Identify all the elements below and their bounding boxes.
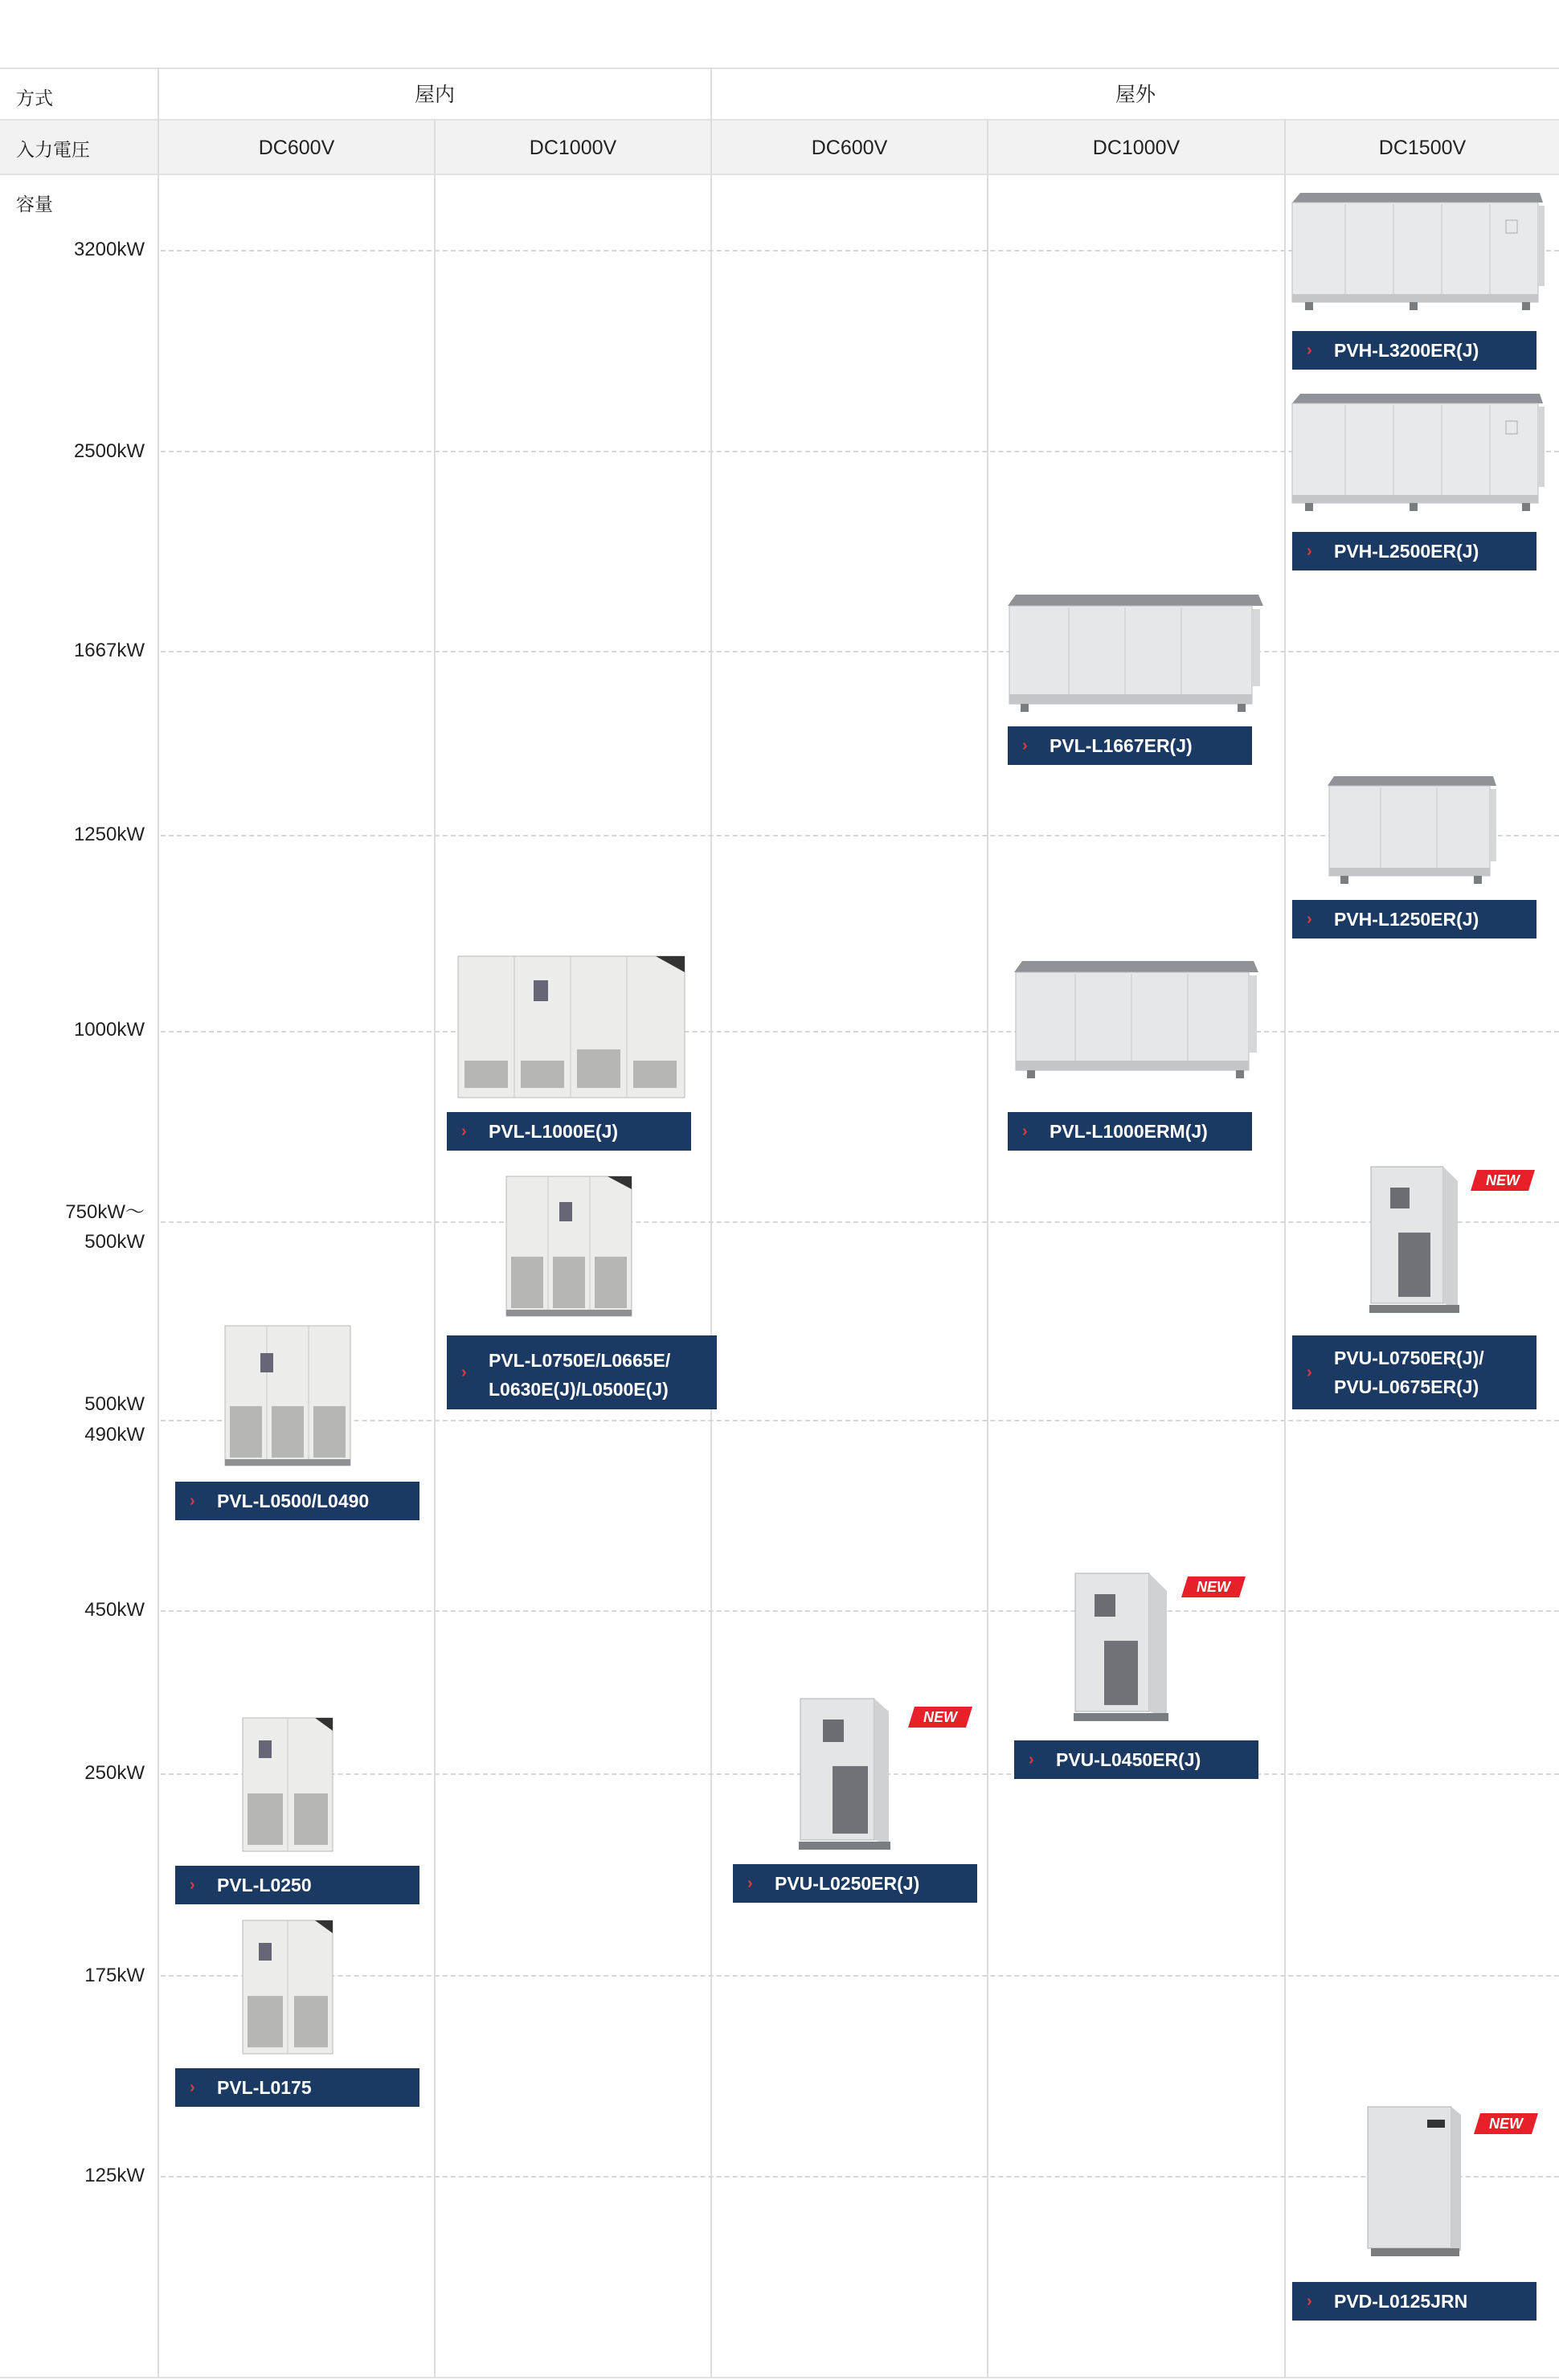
capacity-label: 750kW〜 <box>65 1201 145 1223</box>
pvl-l0750e-product-image[interactable] <box>503 1173 636 1321</box>
pvh-l1250-product-image[interactable] <box>1324 773 1501 887</box>
capacity-gridline <box>161 2176 1559 2178</box>
new-badge <box>908 1707 972 1728</box>
product-label-pvh-l2500[interactable] <box>1292 532 1536 570</box>
product-name: PVL-L0175 <box>217 2077 312 2098</box>
pvl-l0500-product-image[interactable] <box>222 1323 355 1470</box>
product-name: PVL-L1000E(J) <box>489 1121 619 1142</box>
product-name: PVH-L1250ER(J) <box>1334 909 1479 930</box>
outdoor-header: 屋外 <box>1115 84 1156 106</box>
new-badge <box>1471 1170 1535 1191</box>
chevron-right-icon: › <box>747 1875 753 1892</box>
capacity-label: 3200kW <box>73 239 145 260</box>
product-name: PVH-L3200ER(J) <box>1334 340 1479 361</box>
capacity-gridline <box>161 1610 1559 1612</box>
pvu-l0250-product-image[interactable] <box>796 1692 895 1855</box>
chevron-right-icon: › <box>1307 2292 1312 2310</box>
capacity-gridline <box>161 1420 1559 1421</box>
capacity-label: 250kW <box>84 1762 145 1784</box>
product-label-pvl-l1000e[interactable] <box>447 1112 691 1151</box>
capacity-label: 500kW <box>84 1231 145 1253</box>
capacity-label: 1250kW <box>73 824 145 845</box>
col-divider-1 <box>434 119 436 2378</box>
product-name: PVL-L0500/L0490 <box>217 1491 370 1511</box>
voltage-outdoor-dc1500: DC1500V <box>1378 137 1467 159</box>
pvl-l1000e-product-image[interactable] <box>455 953 688 1102</box>
chevron-right-icon: › <box>1307 910 1312 928</box>
capacity-label: 125kW <box>84 2165 145 2186</box>
new-badge <box>1181 1576 1246 1597</box>
capacity-label: 1000kW <box>73 1019 145 1041</box>
header-bottom-border <box>0 174 1559 175</box>
method-row-label: 方式 <box>16 88 53 108</box>
capacity-label: 1667kW <box>73 640 145 661</box>
chevron-right-icon: › <box>461 1123 467 1140</box>
new-badge-text: NEW <box>923 1709 957 1725</box>
voltage-indoor-dc600: DC600V <box>258 137 335 159</box>
capacity-label: 450kW <box>84 1599 145 1621</box>
new-badge <box>1474 2113 1538 2134</box>
product-name: PVU-L0450ER(J) <box>1056 1749 1201 1770</box>
pvl-l0250-product-image[interactable] <box>238 1713 338 1856</box>
chevron-right-icon: › <box>190 1876 195 1894</box>
product-label-pvl-l0750e[interactable] <box>447 1335 717 1409</box>
product-name: PVH-L2500ER(J) <box>1334 541 1479 562</box>
col-divider-label <box>158 67 159 2378</box>
capacity-gridline <box>161 1031 1559 1033</box>
voltage-outdoor-dc600: DC600V <box>811 137 888 159</box>
chevron-right-icon: › <box>190 1492 195 1510</box>
product-label-pvu-l0450[interactable] <box>1014 1740 1258 1779</box>
capacity-gridline <box>161 1221 1559 1223</box>
product-name-line1: PVU-L0750ER(J)/ <box>1334 1347 1484 1368</box>
table-bottom-border <box>0 2377 1559 2378</box>
product-label-pvl-l0250[interactable] <box>175 1866 419 1904</box>
product-label-pvh-l3200[interactable] <box>1292 331 1536 370</box>
pvl-l1000erm-product-image[interactable] <box>1011 958 1262 1083</box>
product-name-line1: PVL-L0750E/L0665E/ <box>489 1350 671 1371</box>
capacity-label: 2500kW <box>73 440 145 462</box>
product-label-pvl-l0175[interactable] <box>175 2068 419 2107</box>
product-label-pvl-l1000erm[interactable] <box>1008 1112 1252 1151</box>
product-name: PVD-L0125JRN <box>1334 2291 1468 2312</box>
chevron-right-icon: › <box>190 2079 195 2096</box>
capacity-row-label: 容量 <box>16 194 53 215</box>
col-divider-indoor-outdoor <box>710 67 712 2378</box>
product-label-pvd-l0125[interactable] <box>1292 2282 1536 2321</box>
chevron-right-icon: › <box>1022 1123 1028 1140</box>
voltage-indoor-dc1000: DC1000V <box>529 137 617 159</box>
voltage-row-label: 入力電圧 <box>16 139 90 160</box>
voltage-outdoor-dc1000: DC1000V <box>1092 137 1181 159</box>
pvd-l0125-product-image[interactable] <box>1360 2102 1474 2263</box>
pvu-l0450-product-image[interactable] <box>1067 1570 1183 1729</box>
capacity-label: 500kW <box>84 1393 145 1415</box>
chevron-right-icon: › <box>1307 341 1312 359</box>
capacity-label: 490kW <box>84 1424 145 1446</box>
product-name-line2: PVU-L0675ER(J) <box>1334 1376 1479 1397</box>
col-divider-4 <box>1284 119 1286 2378</box>
pvu-l0750-product-image[interactable] <box>1363 1163 1467 1321</box>
product-label-pvu-l0750[interactable] <box>1292 1335 1536 1409</box>
chevron-right-icon: › <box>1022 737 1028 754</box>
pvh-l2500-product-image[interactable] <box>1289 389 1548 516</box>
new-badge-text: NEW <box>1197 1579 1230 1595</box>
product-label-pvl-l0500[interactable] <box>175 1482 419 1520</box>
product-label-pvu-l0250[interactable] <box>733 1864 977 1903</box>
pvl-l1667-product-image[interactable] <box>1005 591 1266 717</box>
chevron-right-icon: › <box>461 1364 467 1381</box>
product-name: PVL-L1667ER(J) <box>1050 735 1193 756</box>
product-name: PVL-L0250 <box>217 1875 312 1895</box>
product-label-pvl-l1667[interactable] <box>1008 726 1252 765</box>
pvh-l3200-product-image[interactable] <box>1289 188 1548 315</box>
capacity-label: 175kW <box>84 1965 145 1986</box>
chevron-right-icon: › <box>1029 1751 1034 1769</box>
pvl-l0175-product-image[interactable] <box>238 1916 338 2059</box>
new-badge-text: NEW <box>1489 2116 1523 2132</box>
capacity-gridline <box>161 651 1559 652</box>
col-divider-3 <box>987 119 988 2378</box>
product-label-pvh-l1250[interactable] <box>1292 900 1536 939</box>
chevron-right-icon: › <box>1307 1364 1312 1381</box>
product-name-line2: L0630E(J)/L0500E(J) <box>489 1379 669 1400</box>
new-badge-text: NEW <box>1486 1172 1520 1188</box>
product-name: PVU-L0250ER(J) <box>775 1873 920 1894</box>
capacity-gridline <box>161 1975 1559 1977</box>
indoor-header: 屋内 <box>414 84 455 106</box>
chevron-right-icon: › <box>1307 542 1312 560</box>
product-name: PVL-L1000ERM(J) <box>1050 1121 1208 1142</box>
